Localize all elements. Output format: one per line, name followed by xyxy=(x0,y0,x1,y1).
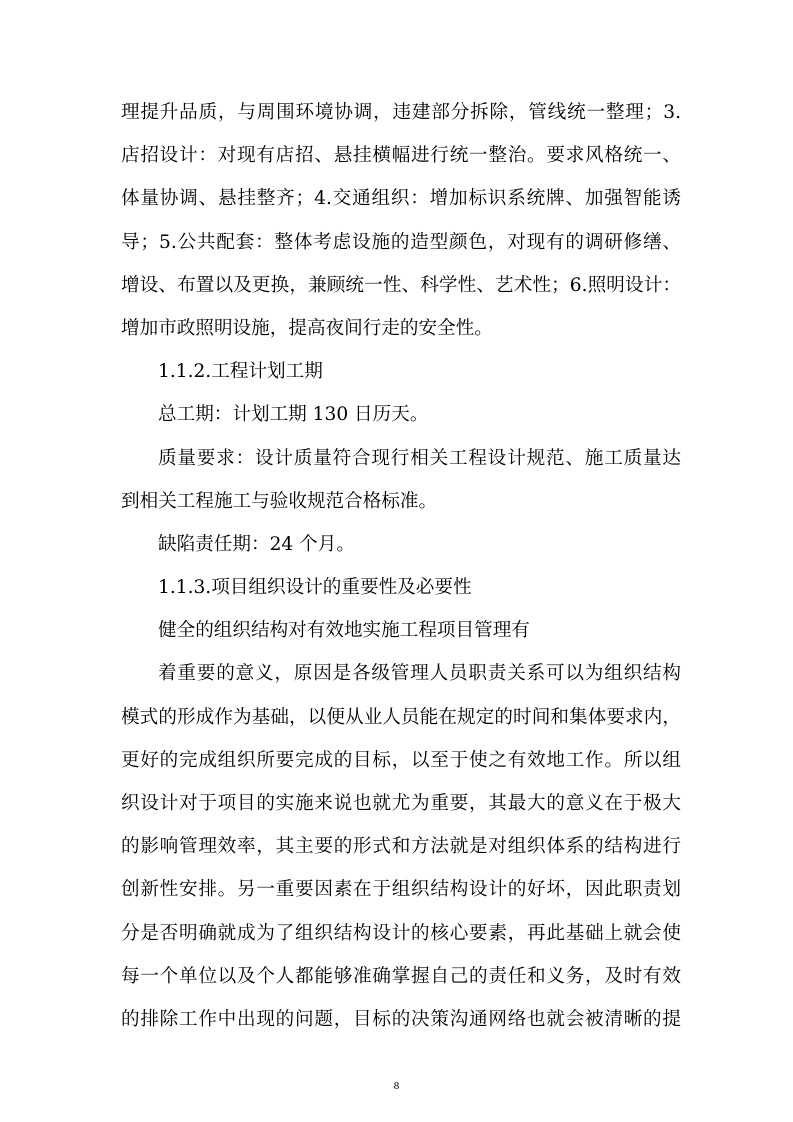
text-line-2: 店招设计：对现有店招、悬挂横幅进行统一整治。要求风格统一、 xyxy=(121,145,681,167)
text-line-quality-1: 质量要求：设计质量符合现行相关工程设计规范、施工质量达 xyxy=(158,447,681,469)
section-heading-1-1-2: 1.1.2.工程计划工期 xyxy=(158,361,323,383)
text-line-defect-period: 缺陷责任期：24 个月。 xyxy=(158,533,355,555)
text-line-total-duration: 总工期：计划工期 130 日历天。 xyxy=(158,404,429,426)
page-number: 8 xyxy=(393,1080,400,1092)
text-line-para-3: 更好的完成组织所要完成的目标，以至于使之有效地工作。所以组 xyxy=(121,749,681,771)
text-line-para-6: 创新性安排。另一重要因素在于组织结构设计的好坏，因此职责划 xyxy=(121,879,681,901)
text-line-para-9: 的排除工作中出现的问题，目标的决策沟通网络也就会被清晰的提 xyxy=(121,1008,681,1030)
text-line-1: 理提升品质，与周围环境协调，违建部分拆除，管线统一整理；3. xyxy=(121,102,681,123)
text-line-para-start: 健全的组织结构对有效地实施工程项目管理有 xyxy=(158,620,530,642)
text-line-para-1: 着重要的意义，原因是各级管理人员职责关系可以为组织结构 xyxy=(158,663,681,685)
text-line-quality-2: 到相关工程施工与验收规范合格标准。 xyxy=(121,490,438,512)
text-line-6: 增加市政照明设施，提高夜间行走的安全性。 xyxy=(121,317,493,339)
text-line-para-4: 织设计对于项目的实施来说也就尤为重要，其最大的意义在于极大 xyxy=(121,793,681,814)
text-line-para-2: 模式的形成作为基础，以便从业人员能在规定的时间和集体要求内， xyxy=(121,706,681,728)
body-text xyxy=(121,91,681,1041)
text-line-5: 增设、布置以及更换，兼顾统一性、科学性、艺术性；6.照明设计： xyxy=(121,274,681,296)
text-line-4: 导；5.公共配套：整体考虑设施的造型颜色，对现有的调研修缮、 xyxy=(121,231,681,253)
text-line-para-5: 的影响管理效率，其主要的形式和方法就是对组织体系的结构进行 xyxy=(121,836,681,858)
text-line-para-7: 分是否明确就成为了组织结构设计的核心要素，再此基础上就会使 xyxy=(121,922,681,944)
text-line-para-8: 每一个单位以及个人都能够准确掌握自己的责任和义务，及时有效 xyxy=(121,965,681,987)
section-heading-1-1-3: 1.1.3.项目组织设计的重要性及必要性 xyxy=(158,577,472,599)
text-line-3: 体量协调、悬挂整齐；4.交通组织：增加标识系统牌、加强智能诱 xyxy=(121,188,681,210)
